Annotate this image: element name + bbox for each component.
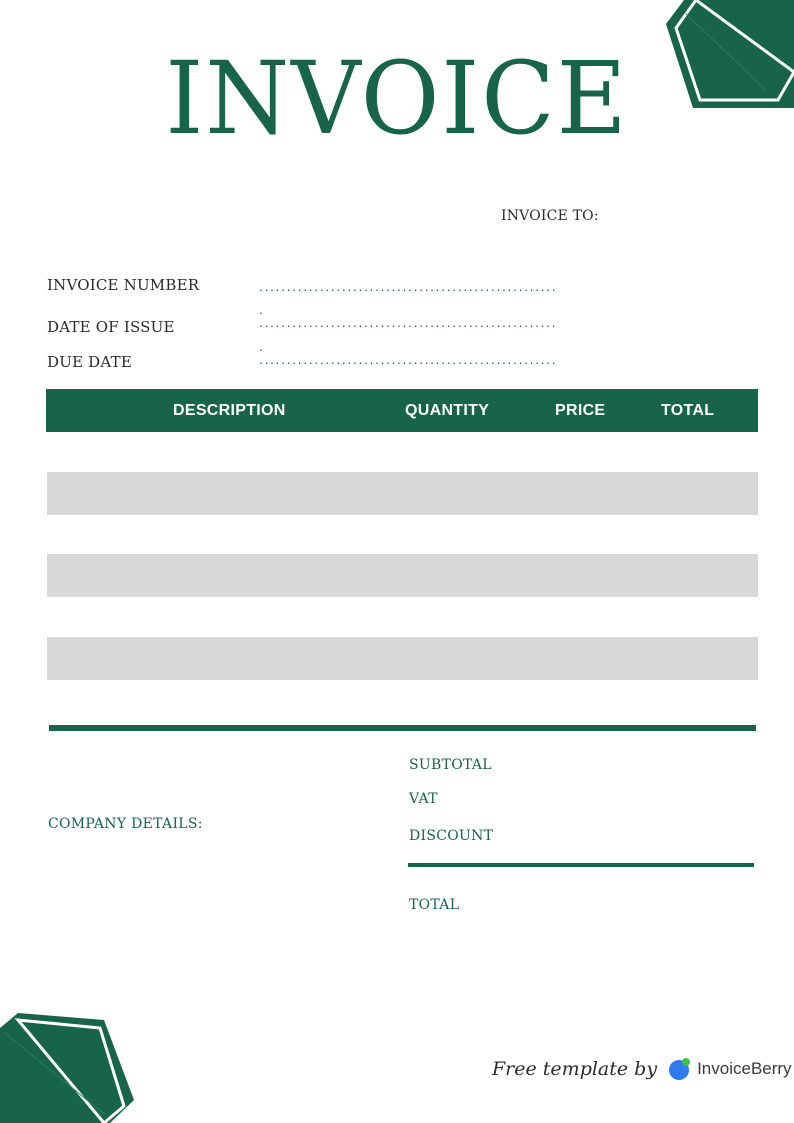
column-header-price: PRICE [555, 402, 606, 419]
footer-credit[interactable] [492, 1052, 792, 1086]
section-divider [49, 725, 756, 731]
invoice-to-label: INVOICE TO: [501, 208, 599, 224]
due-date-label: DUE DATE [47, 353, 132, 371]
table-row[interactable] [47, 597, 758, 640]
table-row[interactable] [47, 472, 758, 515]
date-of-issue-field[interactable]: . ...................................................... [258, 306, 557, 330]
due-date-field[interactable]: . ...................................................... [258, 343, 557, 367]
table-row[interactable] [47, 554, 758, 597]
invoice-number-label: INVOICE NUMBER [47, 276, 200, 294]
date-of-issue-label: DATE OF ISSUE [47, 318, 175, 336]
table-row[interactable] [47, 515, 758, 558]
subtotal-label: SUBTOTAL [409, 757, 492, 773]
page-title: INVOICE [165, 40, 629, 157]
column-header-description: DESCRIPTION [173, 402, 286, 419]
vat-label: VAT [409, 791, 438, 807]
brand-name: InvoiceBerry [697, 1059, 792, 1078]
invoiceberry-logo-icon [668, 1057, 692, 1081]
column-header-quantity: QUANTITY [405, 402, 490, 419]
total-label: TOTAL [409, 897, 460, 913]
discount-label: DISCOUNT [409, 828, 494, 844]
items-table-header [46, 389, 758, 432]
column-header-total: TOTAL [661, 402, 715, 419]
company-details-label: COMPANY DETAILS: [48, 816, 203, 832]
footer-text: Free template by [492, 1058, 658, 1080]
hexagon-decoration-icon [0, 1010, 134, 1123]
table-row[interactable] [47, 637, 758, 680]
total-divider [408, 863, 754, 867]
invoice-number-field[interactable]: ...................................................... [258, 283, 557, 294]
table-row[interactable] [47, 432, 758, 475]
